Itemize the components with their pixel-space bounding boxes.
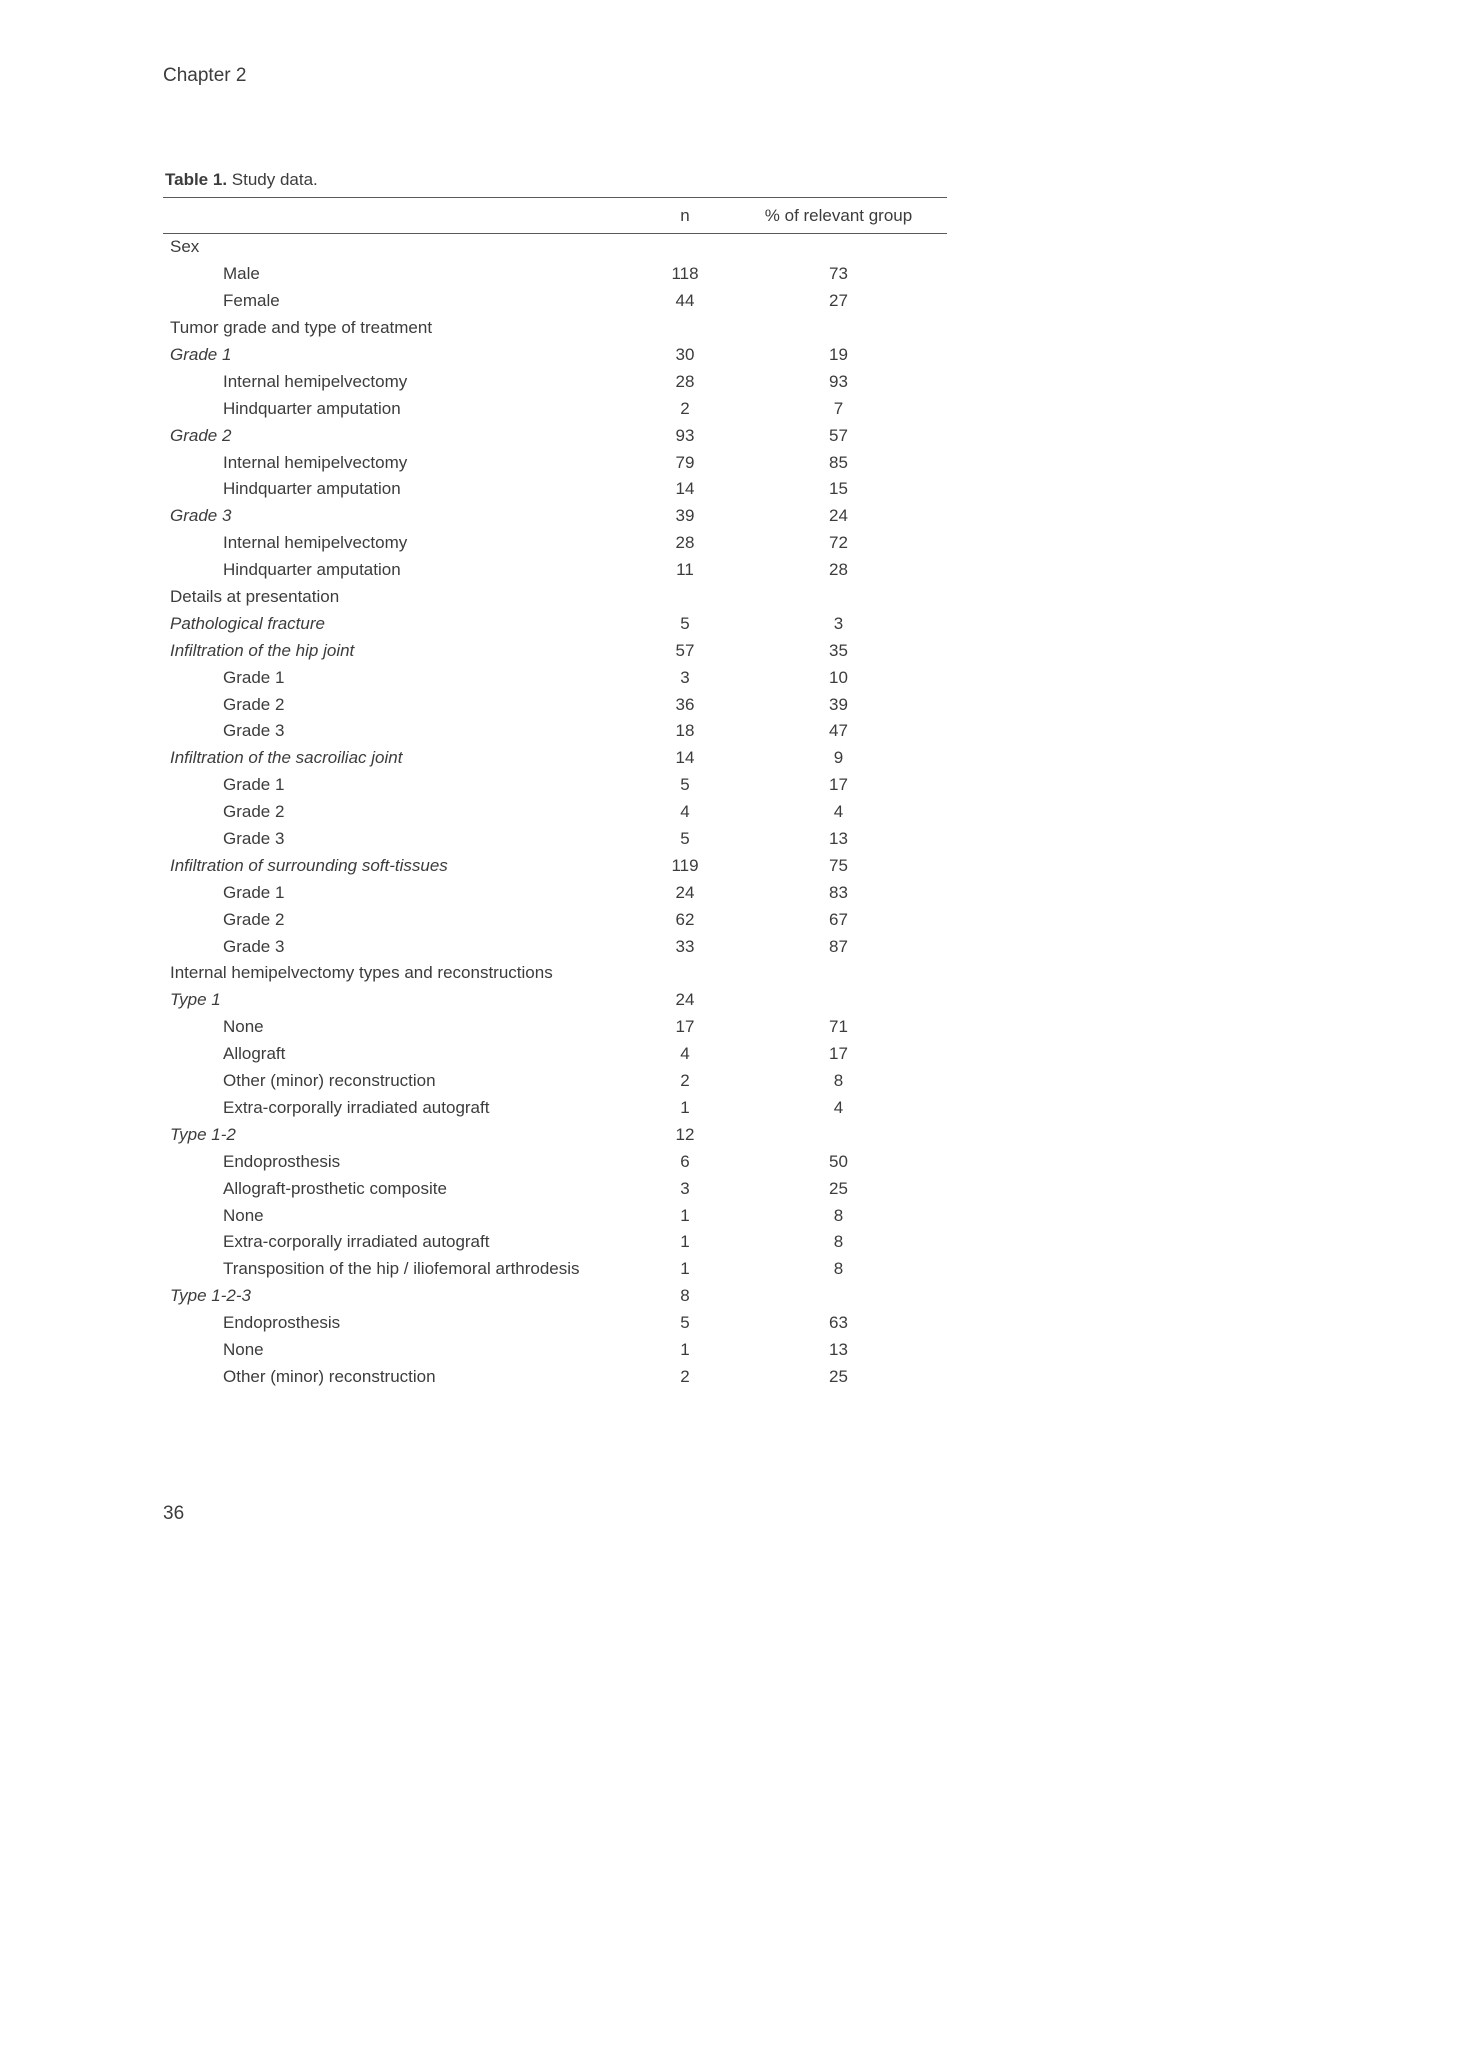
column-header-percent: % of relevant group bbox=[764, 205, 913, 225]
table-row bbox=[163, 826, 947, 853]
row-label: Extra-corporally irradiated autograft bbox=[223, 1232, 490, 1252]
row-percent-value: 24 bbox=[829, 506, 848, 526]
row-label: Female bbox=[223, 291, 280, 311]
row-n-value: 3 bbox=[680, 667, 690, 687]
table-row bbox=[163, 718, 947, 745]
row-label: None bbox=[223, 1339, 264, 1359]
table-row bbox=[163, 503, 947, 530]
row-label: Infiltration of the hip joint bbox=[170, 640, 355, 660]
row-n-value: 28 bbox=[675, 533, 695, 553]
table-row bbox=[163, 906, 947, 933]
row-label: Grade 3 bbox=[223, 936, 285, 956]
row-label: Infiltration of surrounding soft-tissues bbox=[170, 855, 448, 875]
row-n-value: 1 bbox=[680, 1097, 690, 1117]
table-row bbox=[163, 557, 947, 584]
row-percent-value: 50 bbox=[829, 1151, 848, 1171]
table-row bbox=[163, 610, 947, 637]
row-label: Grade 1 bbox=[223, 775, 285, 795]
table-caption-text: Study data. bbox=[227, 170, 318, 189]
table-row bbox=[163, 1121, 947, 1148]
row-label: Allograft bbox=[223, 1044, 286, 1064]
row-n-value: 14 bbox=[675, 479, 695, 499]
row-percent-value: 19 bbox=[829, 345, 848, 364]
row-percent-value: 93 bbox=[829, 371, 848, 391]
table-row bbox=[163, 1337, 947, 1364]
table-row bbox=[163, 1229, 947, 1256]
row-percent-value: 63 bbox=[829, 1313, 848, 1333]
row-n-value: 119 bbox=[671, 855, 699, 875]
row-percent-value: 47 bbox=[829, 721, 848, 741]
table-row bbox=[163, 1363, 947, 1390]
row-percent-value: 4 bbox=[833, 802, 844, 822]
page-number: 36 bbox=[163, 1503, 185, 1524]
row-n-value: 14 bbox=[675, 748, 695, 768]
row-label: Extra-corporally irradiated autograft bbox=[223, 1097, 490, 1117]
row-label: Sex bbox=[170, 237, 200, 257]
row-percent-value: 83 bbox=[829, 882, 848, 902]
table-row bbox=[163, 422, 947, 449]
row-n-value: 11 bbox=[676, 560, 694, 580]
row-percent-value: 75 bbox=[829, 855, 848, 875]
row-label: Grade 2 bbox=[223, 694, 285, 714]
row-n-value: 62 bbox=[675, 909, 695, 929]
table-row bbox=[163, 530, 947, 557]
table-row bbox=[163, 1148, 947, 1175]
row-label: Internal hemipelvectomy bbox=[223, 533, 408, 553]
row-n-value: 57 bbox=[675, 640, 695, 660]
row-n-value: 39 bbox=[675, 506, 695, 526]
row-label: Pathological fracture bbox=[170, 613, 325, 633]
table-row bbox=[163, 234, 947, 261]
row-n-value: 93 bbox=[675, 425, 695, 445]
row-percent-value: 87 bbox=[829, 936, 848, 956]
row-n-value: 1 bbox=[680, 1259, 690, 1279]
row-n-value: 2 bbox=[680, 1366, 690, 1386]
row-label: None bbox=[223, 1205, 264, 1225]
row-percent-value: 17 bbox=[829, 1044, 848, 1064]
row-label: Hindquarter amputation bbox=[223, 398, 401, 418]
table-row bbox=[163, 745, 947, 772]
table-row bbox=[163, 987, 947, 1014]
row-percent-value: 4 bbox=[833, 1097, 844, 1117]
table-row bbox=[163, 933, 947, 960]
table-row bbox=[163, 799, 947, 826]
row-percent-value: 8 bbox=[833, 1071, 844, 1091]
row-label: Internal hemipelvectomy types and reconstructions bbox=[170, 963, 553, 983]
table-row bbox=[163, 1014, 947, 1041]
row-label: Details at presentation bbox=[170, 587, 340, 607]
row-label: Grade 3 bbox=[223, 721, 285, 741]
row-label: Hindquarter amputation bbox=[223, 479, 401, 499]
row-percent-value: 3 bbox=[833, 613, 844, 633]
table-row bbox=[163, 342, 947, 369]
row-percent-value: 7 bbox=[833, 398, 844, 418]
row-label: Other (minor) reconstruction bbox=[223, 1366, 436, 1386]
row-label: Allograft-prosthetic composite bbox=[223, 1178, 447, 1198]
row-percent-value: 9 bbox=[833, 748, 844, 768]
row-label: Endoprosthesis bbox=[223, 1313, 341, 1333]
row-n-value: 3 bbox=[680, 1178, 690, 1198]
chapter-header: Chapter 2 bbox=[163, 65, 247, 86]
row-percent-value: 27 bbox=[829, 291, 848, 311]
table-caption-label: Table 1. bbox=[165, 170, 228, 189]
row-label: Grade 2 bbox=[223, 909, 285, 929]
row-n-value: 79 bbox=[675, 452, 695, 472]
row-label: Endoprosthesis bbox=[223, 1151, 341, 1171]
table-row bbox=[163, 1283, 947, 1310]
row-n-value: 24 bbox=[675, 882, 695, 902]
row-percent-value: 25 bbox=[829, 1178, 848, 1198]
row-percent-value: 28 bbox=[829, 560, 848, 580]
row-label: Hindquarter amputation bbox=[223, 560, 401, 580]
row-label: Infiltration of the sacroiliac joint bbox=[170, 748, 403, 768]
table-row bbox=[163, 637, 947, 664]
table-row bbox=[163, 852, 947, 879]
row-percent-value: 35 bbox=[829, 640, 848, 660]
row-n-value: 28 bbox=[675, 371, 695, 391]
row-n-value: 30 bbox=[675, 345, 695, 364]
row-percent-value: 8 bbox=[833, 1259, 844, 1279]
table-row bbox=[163, 664, 947, 691]
row-n-value: 5 bbox=[680, 613, 690, 633]
table-row bbox=[163, 449, 947, 476]
row-percent-value: 72 bbox=[829, 533, 848, 553]
row-n-value: 33 bbox=[675, 936, 695, 956]
table-row bbox=[163, 1095, 947, 1122]
table-row bbox=[163, 368, 947, 395]
row-label: Grade 2 bbox=[223, 802, 285, 822]
row-label: Tumor grade and type of treatment bbox=[170, 318, 433, 338]
row-percent-value: 13 bbox=[829, 829, 848, 849]
table-row bbox=[163, 1310, 947, 1337]
row-n-value: 24 bbox=[675, 990, 695, 1010]
row-n-value: 5 bbox=[680, 829, 690, 849]
table-row bbox=[163, 879, 947, 906]
row-n-value: 2 bbox=[680, 1071, 690, 1091]
row-n-value: 1 bbox=[680, 1232, 690, 1252]
row-n-value: 5 bbox=[680, 1313, 690, 1333]
row-label: Transposition of the hip / iliofemoral arthrodesis bbox=[223, 1259, 580, 1279]
row-label: Grade 1 bbox=[170, 345, 232, 364]
row-label: Grade 3 bbox=[170, 506, 232, 526]
table-row bbox=[163, 691, 947, 718]
row-percent-value: 10 bbox=[829, 667, 848, 687]
row-n-value: 4 bbox=[680, 802, 690, 822]
table-row bbox=[163, 772, 947, 799]
row-n-value: 1 bbox=[680, 1339, 690, 1359]
table-caption bbox=[163, 170, 947, 190]
row-n-value: 36 bbox=[675, 694, 695, 714]
row-percent-value: 73 bbox=[829, 264, 848, 284]
row-n-value: 18 bbox=[675, 721, 695, 741]
row-percent-value: 13 bbox=[829, 1339, 848, 1359]
row-label: Type 1 bbox=[170, 990, 221, 1010]
table-row bbox=[163, 584, 947, 611]
row-n-value: 2 bbox=[680, 398, 690, 418]
row-label: Type 1-2 bbox=[170, 1124, 236, 1144]
row-percent-value: 15 bbox=[829, 479, 848, 499]
row-n-value: 44 bbox=[675, 291, 695, 311]
row-percent-value: 57 bbox=[829, 425, 848, 445]
table-header-row bbox=[163, 197, 947, 234]
row-percent-value: 85 bbox=[829, 452, 848, 472]
row-n-value: 118 bbox=[671, 264, 699, 284]
row-percent-value: 25 bbox=[829, 1366, 848, 1386]
row-percent-value: 71 bbox=[829, 1017, 848, 1037]
row-n-value: 8 bbox=[680, 1286, 690, 1306]
row-n-value: 17 bbox=[675, 1017, 695, 1037]
row-label: Grade 2 bbox=[170, 425, 232, 445]
table-row bbox=[163, 395, 947, 422]
row-label: Type 1-2-3 bbox=[170, 1286, 251, 1306]
row-percent-value: 8 bbox=[833, 1205, 844, 1225]
row-percent-value: 8 bbox=[833, 1232, 844, 1252]
table-row bbox=[163, 1175, 947, 1202]
row-label: Internal hemipelvectomy bbox=[223, 371, 408, 391]
row-label: Grade 1 bbox=[223, 882, 285, 902]
row-n-value: 5 bbox=[680, 775, 690, 795]
table-row bbox=[163, 288, 947, 315]
study-data-table bbox=[163, 170, 947, 1390]
row-n-value: 12 bbox=[675, 1124, 695, 1144]
row-percent-value: 17 bbox=[829, 775, 848, 795]
column-header-n: n bbox=[680, 205, 690, 225]
row-percent-value: 39 bbox=[829, 694, 848, 714]
table-row bbox=[163, 1041, 947, 1068]
row-label: Internal hemipelvectomy bbox=[223, 452, 408, 472]
table-row bbox=[163, 1068, 947, 1095]
table-row bbox=[163, 315, 947, 342]
row-label: Grade 1 bbox=[223, 667, 285, 687]
row-n-value: 1 bbox=[680, 1205, 690, 1225]
table-row bbox=[163, 960, 947, 987]
row-label: None bbox=[223, 1017, 264, 1037]
table-row bbox=[163, 1202, 947, 1229]
row-n-value: 4 bbox=[680, 1044, 690, 1064]
row-n-value: 6 bbox=[680, 1151, 690, 1171]
table-row bbox=[163, 476, 947, 503]
row-label: Grade 3 bbox=[223, 829, 285, 849]
table-body bbox=[163, 234, 947, 1390]
table-row bbox=[163, 261, 947, 288]
row-label: Other (minor) reconstruction bbox=[223, 1071, 436, 1091]
row-percent-value: 67 bbox=[829, 909, 848, 929]
row-label: Male bbox=[223, 264, 260, 284]
table-row bbox=[163, 1256, 947, 1283]
